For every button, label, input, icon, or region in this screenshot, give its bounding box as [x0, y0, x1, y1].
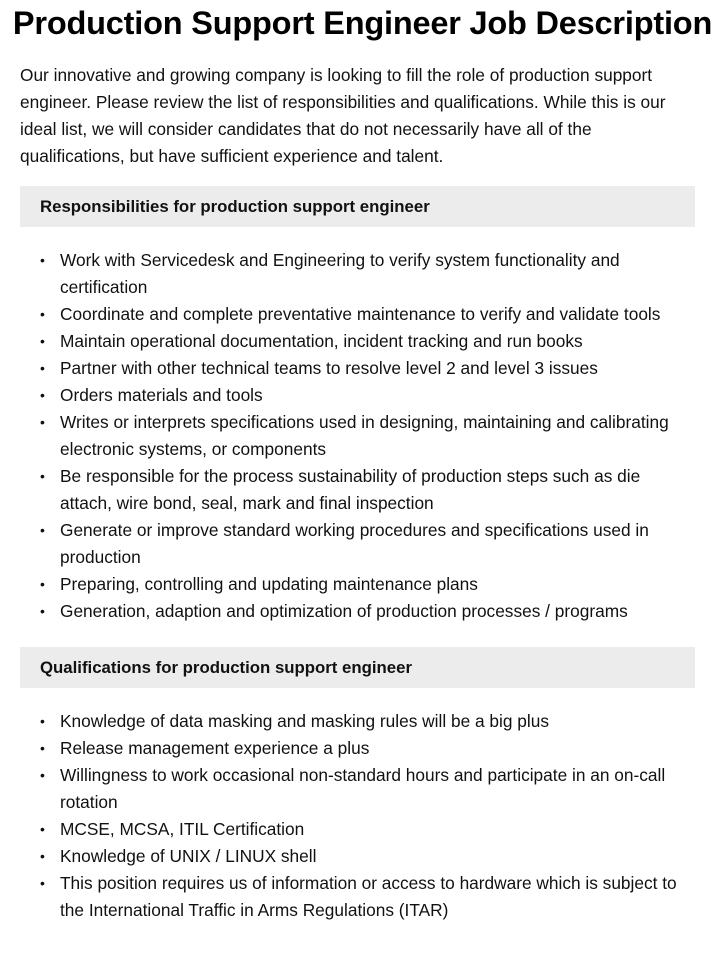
qualifications-heading	[20, 647, 695, 688]
responsibilities-heading	[20, 186, 695, 227]
bullet-icon: •	[40, 875, 45, 891]
bullet-icon: •	[40, 414, 45, 430]
responsibilities-heading-label: Responsibilities for production support engineer	[40, 196, 430, 216]
bullet-icon: •	[40, 740, 45, 756]
bullet-icon: •	[40, 821, 45, 837]
list-item: • Knowledge of data masking and masking rules will be a big plus	[60, 708, 695, 735]
bullet-icon: •	[40, 603, 45, 619]
intro-paragraph: Our innovative and growing company is looking to fill the role of production support engineer. Please review the list of responsibilities and qualifications. While this is our ideal list, we will consider candidates that do not necessarily have all of the qualifications, but have sufficient experience and talent.	[20, 65, 666, 166]
list-item: • Writes or interprets specifications used in designing, maintaining and calibrating electronic systems, or components	[60, 409, 695, 463]
list-item: • This position requires us of information or access to hardware which is subject to the International Traffic in Arms Regulations (ITAR)	[60, 870, 695, 924]
bullet-icon: •	[40, 333, 45, 349]
list-item: • Generation, adaption and optimization of production processes / programs	[60, 598, 695, 625]
list-item: • Generate or improve standard working procedures and specifications used in production	[60, 517, 695, 571]
bullet-icon: •	[40, 387, 45, 403]
list-item: • Be responsible for the process sustainability of production steps such as die attach, wire bond, seal, mark and final inspection	[60, 463, 695, 517]
list-item: • Maintain operational documentation, incident tracking and run books	[60, 328, 695, 355]
list-item: • MCSE, MCSA, ITIL Certification	[60, 816, 695, 843]
list-item: • Coordinate and complete preventative maintenance to verify and validate tools	[60, 301, 695, 328]
qualifications-list	[20, 708, 695, 924]
bullet-icon: •	[40, 848, 45, 864]
qualifications-heading-label: Qualifications for production support engineer	[40, 657, 412, 677]
bullet-icon: •	[40, 713, 45, 729]
responsibilities-list	[20, 247, 695, 625]
bullet-icon: •	[40, 767, 45, 783]
bullet-icon: •	[40, 360, 45, 376]
page-title: Production Support Engineer Job Description	[12, 5, 713, 41]
list-item: • Preparing, controlling and updating maintenance plans	[60, 571, 695, 598]
list-item: • Orders materials and tools	[60, 382, 695, 409]
list-item: • Release management experience a plus	[60, 735, 695, 762]
list-item: • Work with Servicedesk and Engineering to verify system functionality and certification	[60, 247, 695, 301]
list-item: • Willingness to work occasional non-standard hours and participate in an on-call rotation	[60, 762, 695, 816]
bullet-icon: •	[40, 468, 45, 484]
list-item: • Partner with other technical teams to resolve level 2 and level 3 issues	[60, 355, 695, 382]
bullet-icon: •	[40, 522, 45, 538]
bullet-icon: •	[40, 306, 45, 322]
bullet-icon: •	[40, 252, 45, 268]
bullet-icon: •	[40, 576, 45, 592]
list-item: • Knowledge of UNIX / LINUX shell	[60, 843, 695, 870]
